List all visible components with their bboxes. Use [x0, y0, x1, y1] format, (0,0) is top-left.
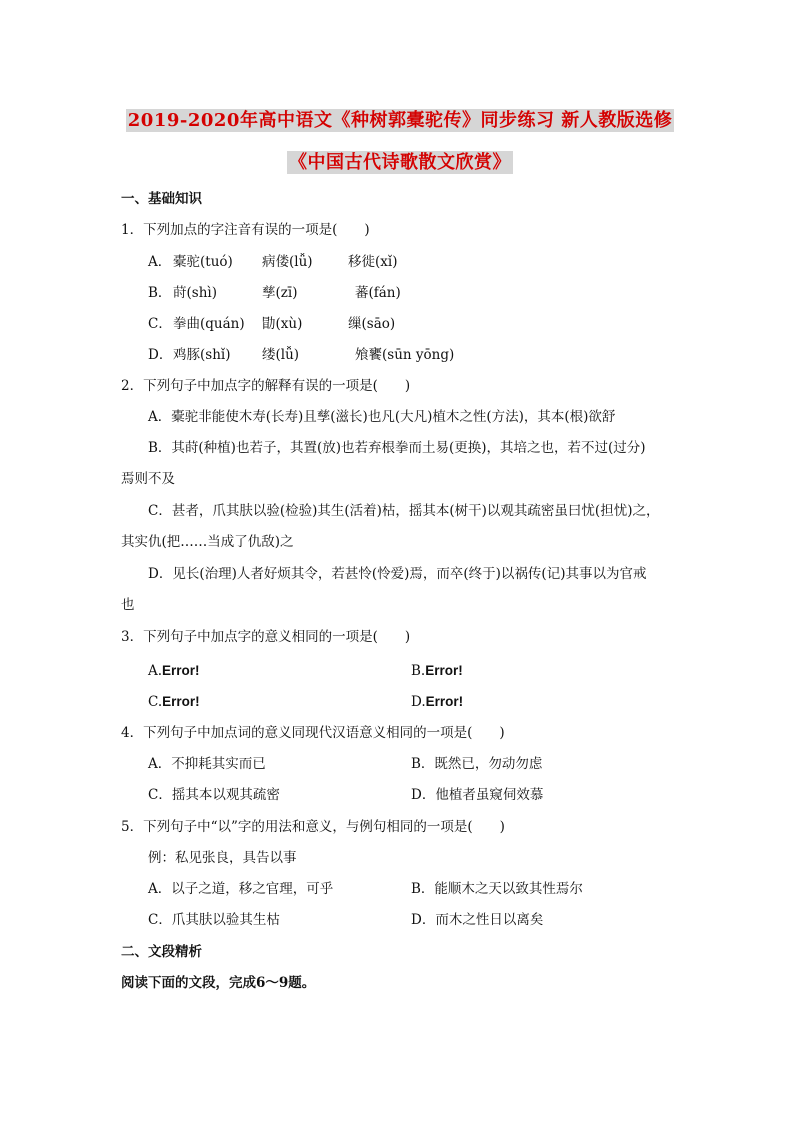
question-2-option-a: A．橐驼非能使木寿(长寿)且孳(滋长)也凡(大凡)植木之性(方法)，其本(根)欲舒	[148, 409, 616, 425]
question-4-option-b: B．既然已，勿动勿虑	[411, 756, 543, 772]
question-1-stem: 1．下列加点的字注音有误的一项是( )	[121, 222, 370, 238]
section-heading-basic-knowledge: 一、基础知识	[121, 191, 202, 207]
question-4-option-c: C．摇其本以观其疏密	[148, 787, 280, 803]
question-1-option-c-item-3: 缫(sāo)	[348, 316, 396, 332]
question-1-option-a-item-3: 移徙(xǐ)	[348, 254, 398, 270]
document-title-line-2: 《中国古代诗歌散文欣赏》	[289, 152, 511, 173]
question-2-option-c-line-2: 其实仇(把……当成了仇敌)之	[121, 534, 294, 550]
question-2-stem: 2．下列句子中加点字的解释有误的一项是( )	[121, 378, 411, 394]
question-1-option-b-item-1: 莳(shì)	[173, 285, 217, 301]
question-5-example: 例：私见张良，具告以事	[148, 850, 297, 866]
question-5-option-b: B．能顺木之天以致其性焉尔	[411, 881, 583, 897]
question-1-option-a-item-2: 病偻(lǚ)	[262, 254, 313, 270]
question-3-option-c: C.Error!	[148, 694, 200, 710]
question-1-option-c-item-1: 拳曲(quán)	[173, 316, 245, 332]
question-3-option-d: D.Error!	[411, 694, 464, 710]
question-3-option-b: B.Error!	[411, 663, 463, 679]
question-4-stem: 4．下列句子中加点词的意义同现代汉语意义相同的一项是( )	[121, 725, 505, 741]
question-3-option-a: A.Error!	[148, 663, 200, 679]
passage-instruction: 阅读下面的文段，完成6～9题。	[121, 975, 316, 991]
question-1-option-c-item-2: 勖(xù)	[262, 316, 303, 332]
section-heading-passage-analysis: 二、文段精析	[121, 944, 202, 960]
question-2-option-d-line-1: D．见长(治理)人者好烦其令，若甚怜(怜爱)焉，而卒(终于)以祸传(记)其事以为官戒	[148, 566, 647, 582]
question-5-option-d: D．而木之性日以离矣	[411, 912, 544, 928]
question-1-option-d-item-1: 鸡豚(shǐ)	[173, 347, 231, 363]
question-1-option-b-item-3: 蕃(fán)	[355, 285, 401, 301]
question-5-stem: 5．下列句子中“以”字的用法和意义，与例句相同的一项是( )	[121, 819, 505, 835]
question-1-option-b-label: B．	[148, 285, 172, 301]
question-5-option-a: A．以子之道，移之官理，可乎	[148, 881, 334, 897]
question-1-option-a-item-1: 橐驼(tuó)	[173, 254, 233, 270]
question-3-stem: 3．下列句子中加点字的意义相同的一项是( )	[121, 629, 411, 645]
question-2-option-c-line-1: C．甚者，爪其肤以验(检验)其生(活着)枯，摇其本(树干)以观其疏密虽曰忧(担忧)之，	[148, 503, 660, 519]
question-2-option-b-line-1: B．其莳(种植)也若子，其置(放)也若弃根拳而土易(更换)，其培之也，若不过(过分)	[148, 440, 646, 456]
question-4-option-d: D．他植者虽窥伺效慕	[411, 787, 544, 803]
question-1-option-a-label: A．	[148, 254, 172, 270]
question-2-option-d-line-2: 也	[121, 597, 135, 613]
document-title-line-1: 2019-2020年高中语文《种树郭橐驼传》同步练习 新人教版选修	[127, 110, 673, 131]
question-1-option-d-label: D．	[148, 347, 173, 363]
question-1-option-d-item-3: 飧饔(sūn yōng)	[355, 347, 455, 363]
question-1-option-d-item-2: 缕(lǚ)	[262, 347, 300, 363]
question-2-option-b-line-2: 焉则不及	[121, 471, 175, 487]
question-1-option-b-item-2: 孳(zī)	[262, 285, 298, 301]
question-4-option-a: A．不抑耗其实而已	[148, 756, 266, 772]
question-5-option-c: C．爪其肤以验其生枯	[148, 912, 280, 928]
question-1-option-c-label: C．	[148, 316, 172, 332]
